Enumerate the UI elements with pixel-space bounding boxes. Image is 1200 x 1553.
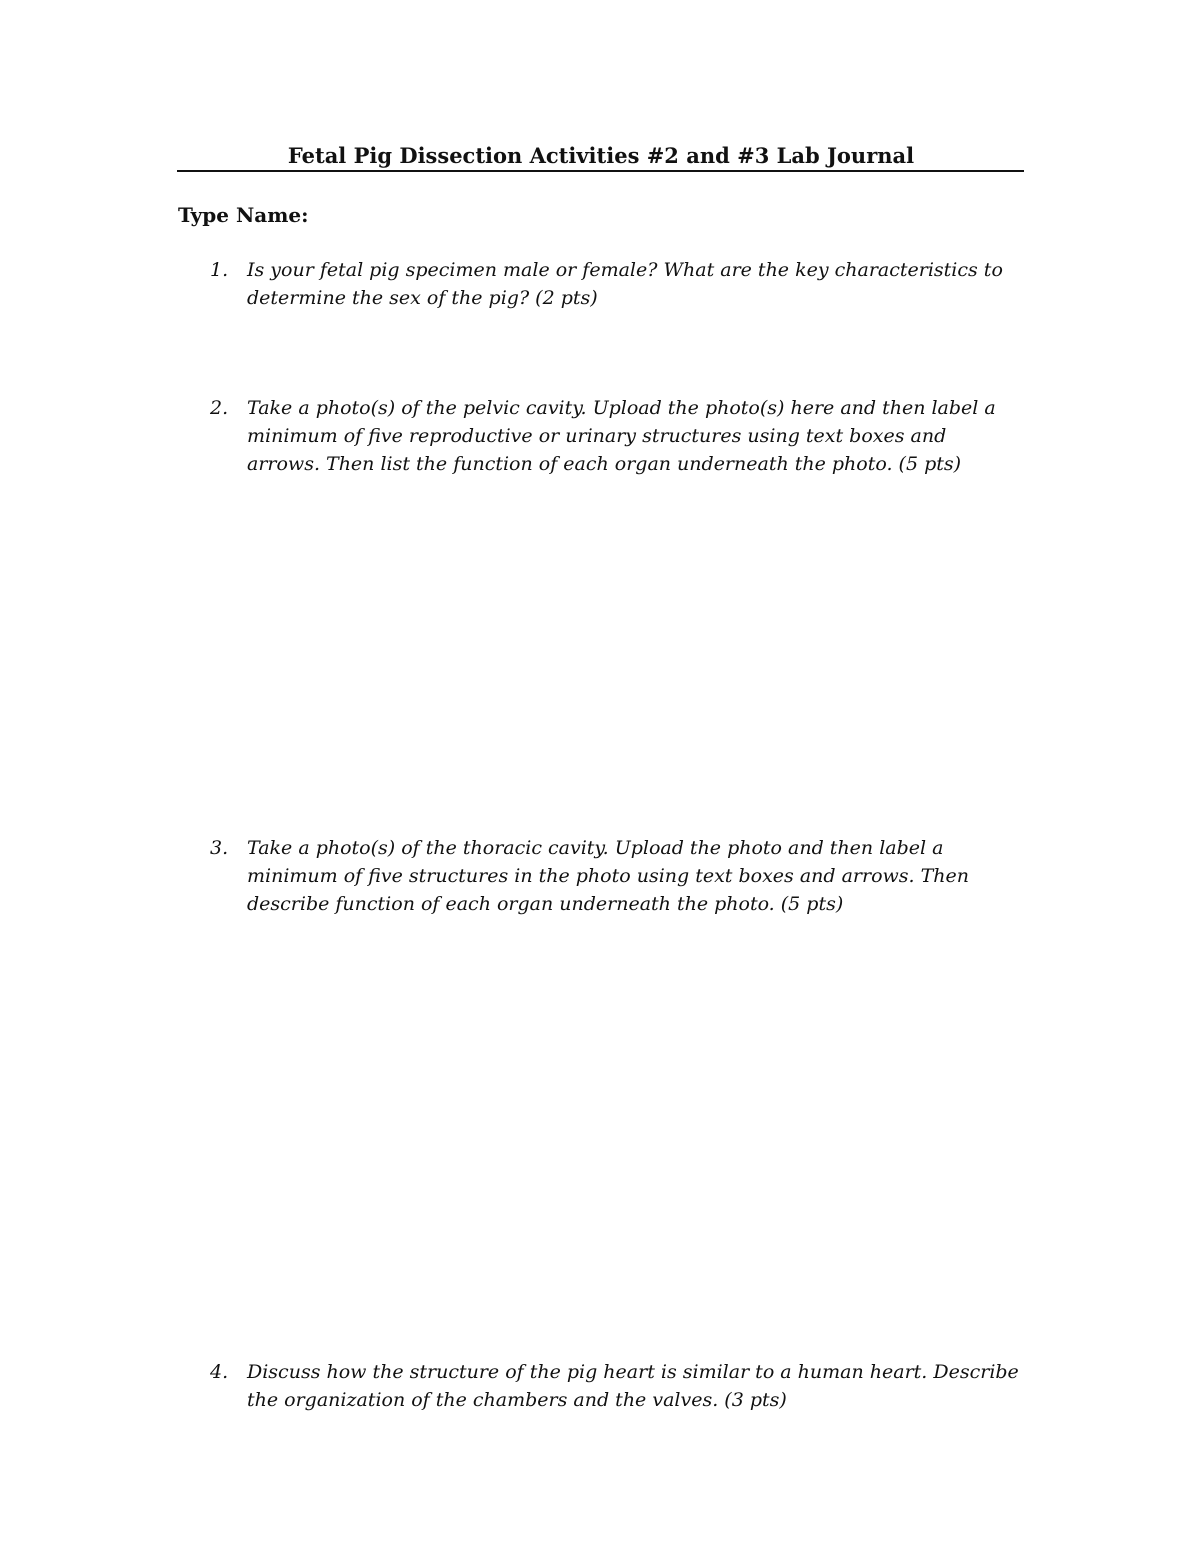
question-text-line: determine the sex of the pig? (2 pts)	[247, 287, 598, 309]
document-title: Fetal Pig Dissection Activities #2 and #3 Lab Journal	[287, 143, 915, 168]
question-text-line: Discuss how the structure of the pig heart is similar to a human heart. Describe	[247, 1361, 1019, 1383]
question-text-line: arrows. Then list the function of each organ underneath the photo. (5 pts)	[247, 453, 962, 475]
question-3	[210, 834, 1030, 918]
question-text-line: minimum of five reproductive or urinary structures using text boxes and	[247, 425, 947, 447]
question-number: 1.	[210, 259, 229, 281]
type-name-label: Type Name:	[178, 203, 309, 227]
question-number: 3.	[210, 837, 229, 859]
question-text-line: minimum of five structures in the photo using text boxes and arrows. Then	[247, 865, 970, 887]
question-text-line: Take a photo(s) of the thoracic cavity. Upload the photo and then label a	[247, 837, 944, 859]
question-2	[210, 394, 1030, 478]
question-number: 4.	[210, 1361, 229, 1383]
question-1	[210, 256, 1030, 312]
question-text-line: describe function of each organ underneath the photo. (5 pts)	[247, 893, 844, 915]
question-text-line: the organization of the chambers and the valves. (3 pts)	[247, 1389, 787, 1411]
question-text-line: Is your fetal pig specimen male or female? What are the key characteristics to	[247, 259, 1003, 281]
title-underline	[177, 170, 1024, 172]
question-4	[210, 1358, 1030, 1414]
question-number: 2.	[210, 397, 229, 419]
question-text-line: Take a photo(s) of the pelvic cavity. Upload the photo(s) here and then label a	[247, 397, 996, 419]
